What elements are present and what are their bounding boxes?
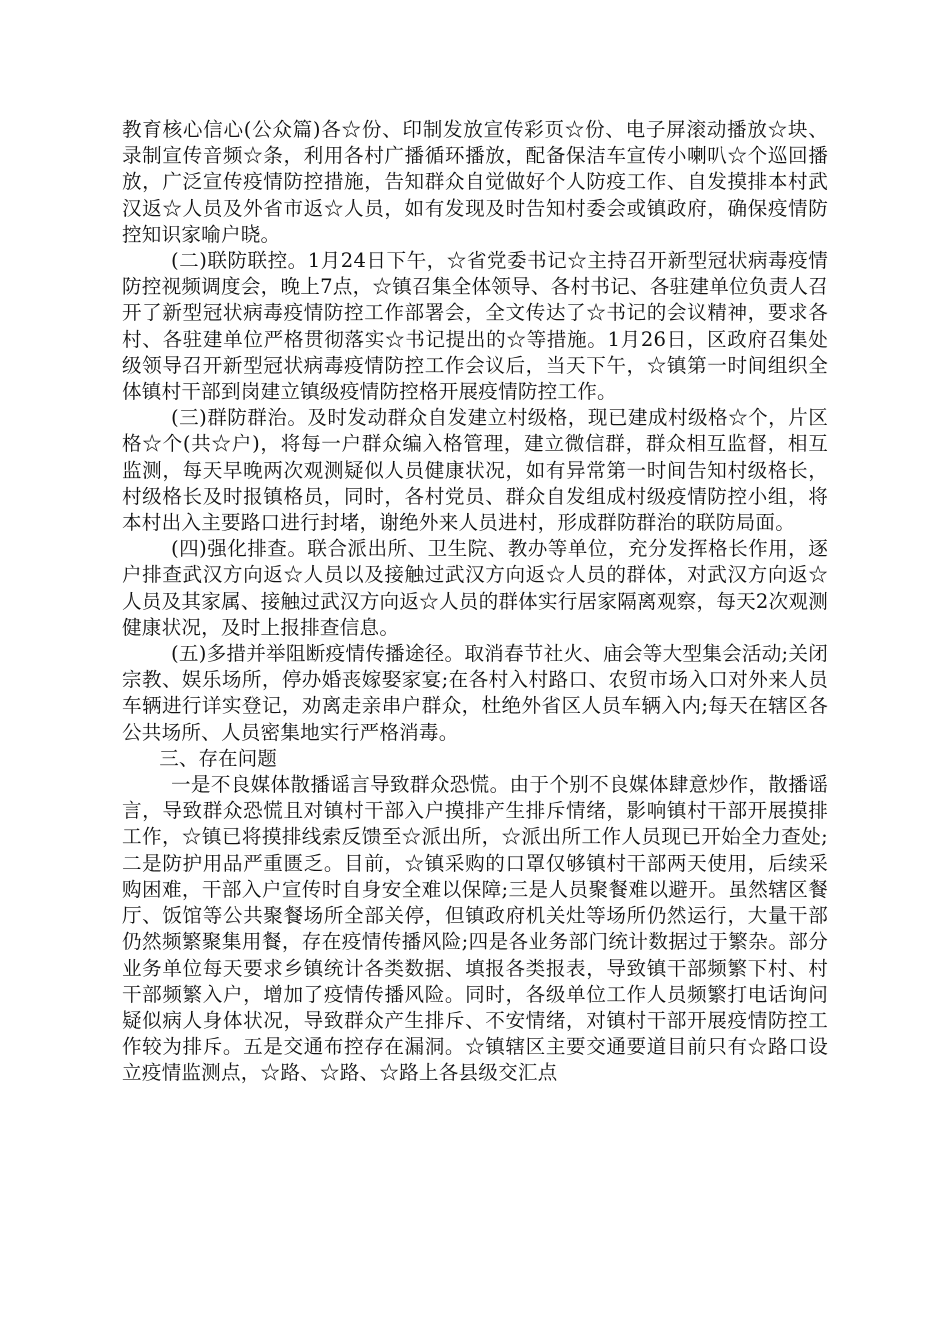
section-heading-problems: 三、存在问题 bbox=[159, 746, 277, 770]
paragraph-problems: 一是不良媒体散播谣言导致群众恐慌。由于个别不良媒体肆意炒作，散播谣言，导致群众恐慌且对镇村干部入户摸排产生排斥情绪，影响镇村干部开展摸排工作，☆镇已将摸排线索反馈至☆派出所，☆派出所工作人员现已开始全力查处;二是防护用品严重匮乏。目前，☆镇采购的口罩仅够镇村干部两天使用，后续采购困难，干部入户宣传时自身安全难以保障;三是人员聚餐难以避开。虽然辖区餐厅、饭馆等公共聚餐场所全部关停，但镇政府机关灶等场所仍然运行，大量干部仍然频繁聚集用餐，存在疫情传播风险;四是各业务部门统计数据过于繁杂。部分业务单位每天要求乡镇统计各类数据、填报各类报表，导致镇干部频繁下村、村干部频繁入户，增加了疫情传播风险。同时，各级单位工作人员频繁打电话询问疑似病人身体状况，导致群众产生排斥、不安情绪，对镇村干部开展疫情防控工作较为排斥。五是交通布控存在漏洞。☆镇辖区主要交通要道目前只有☆路口设立疫情监测点，☆路、☆路、☆路上各县级交汇点 bbox=[122, 773, 828, 1085]
paragraph-continuation: 教育核心信心(公众篇)各☆份、印制发放宣传彩页☆份、电子屏滚动播放☆块、录制宣传音频☆条，利用各村广播循环播放，配备保洁车宣传小喇叭☆个巡回播放，广泛宣传疫情防控措施，告知群众自觉做好个人防疫工作、自发摸排本村武汉返☆人员及外省市返☆人员，如有发现及时告知村委会或镇政府，确保疫情防控知识家喻户晓。 bbox=[122, 118, 828, 246]
paragraph-mass-prevention: (三)群防群治。及时发动群众自发建立村级格，现已建成村级格☆个，片区格☆个(共☆户)，将每一户群众编入格管理，建立微信群，群众相互监督，相互监测，每天早晚两次观测疑似人员健康状况，如有异常第一时间告知村级格长，村级格长及时报镇格员，同时，各村党员、群众自发组成村级疫情防控小组，将本村出入主要路口进行封堵，谢绝外来人员进村，形成群防群治的联防局面。 bbox=[122, 406, 828, 535]
document-body bbox=[122, 117, 828, 1087]
paragraph-screening: (四)强化排查。联合派出所、卫生院、教办等单位，充分发挥格长作用，逐户排查武汉方向返☆人员以及接触过武汉方向返☆人员的群体，对武汉方向返☆人员及其家属、接触过武汉方向返☆人员的群体实行居家隔离观察，每天2次观测健康状况，及时上报排查信息。 bbox=[122, 537, 828, 639]
paragraph-joint-prevention: (二)联防联控。1月24日下午，☆省党委书记☆主持召开新型冠状病毒疫情防控视频调度会，晚上7点，☆镇召集全体领导、各村书记、各驻建单位负责人召开了新型冠状病毒疫情防控工作部署会，全文传达了☆书记的会议精神，要求各村、各驻建单位严格贯彻落实☆书记提出的☆等措施。1月26日，区政府召集处级领导召开新型冠状病毒疫情防控工作会议后，当天下午，☆镇第一时间组织全体镇村干部到岗建立镇级疫情防控格开展疫情防控工作。 bbox=[122, 249, 828, 404]
paragraph-block-transmission: (五)多措并举阻断疫情传播途径。取消春节社火、庙会等大型集会活动;关闭宗教、娱乐场所，停办婚丧嫁娶家宴;在各村入村路口、农贸市场入口对外来人员车辆进行详实登记，劝离走亲串户群众，杜绝外省区人员车辆入内;每天在辖区各公共场所、人员密集地实行严格消毒。 bbox=[122, 642, 828, 744]
